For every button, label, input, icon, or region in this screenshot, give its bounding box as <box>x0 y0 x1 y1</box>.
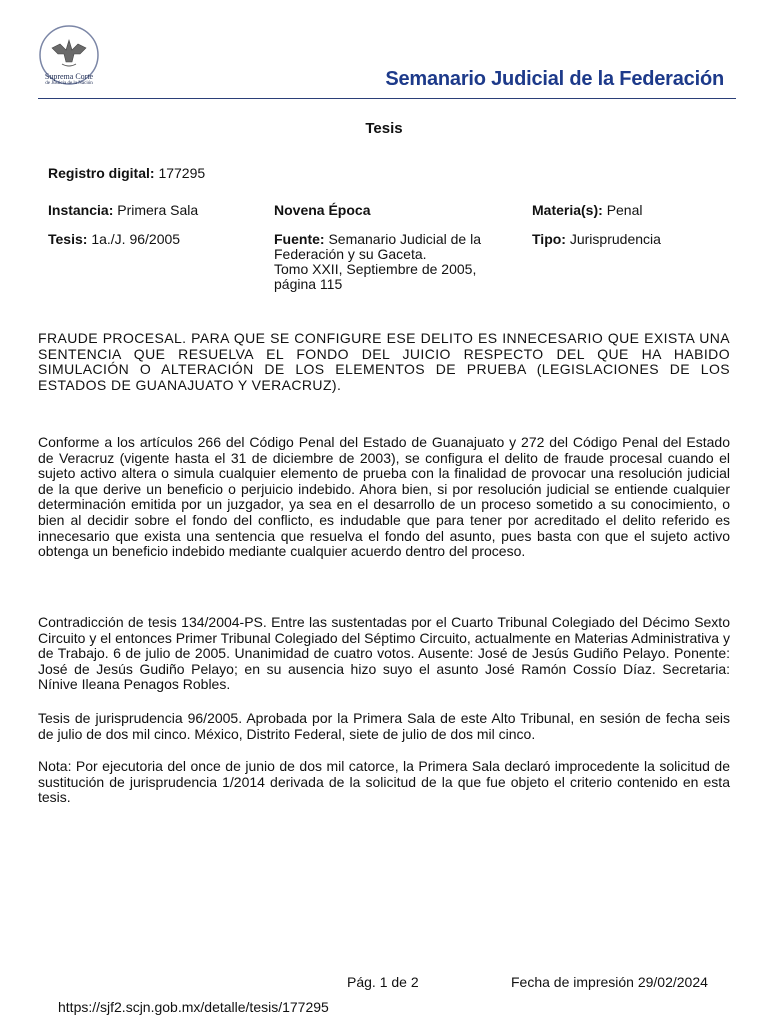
logo-line-1: Suprema Corte <box>44 72 94 81</box>
fuente-line-1: Semanario Judicial de la <box>328 231 481 247</box>
fuente-label: Fuente: <box>274 231 325 247</box>
fuente-line-2: Federación y su Gaceta. <box>274 246 427 262</box>
instancia-value: Primera Sala <box>117 202 199 218</box>
materia-label: Materia(s): <box>532 202 603 218</box>
tesis-label: Tesis: <box>48 231 88 247</box>
document-title: Tesis <box>365 120 403 137</box>
thesis-heading: FRAUDE PROCESAL. PARA QUE SE CONFIGURE ESE DELITO ES INNECESARIO QUE EXISTA UNA SENTENCIA QUE RESUELVA EL FONDO DEL JUICIO RESPECTO DEL QUE HA HABIDO SIMULACIÓN O ALTERACIÓN DE LOS ELEMENTOS DE PRUEBA (LEGISLACIONES DE LOS ESTADOS DE GUANAJUATO Y VERACRUZ). <box>38 330 730 393</box>
registro-label: Registro digital: <box>48 165 155 181</box>
instancia-label: Instancia: <box>48 202 114 218</box>
source-url[interactable]: https://sjf2.scjn.gob.mx/detalle/tesis/177295 <box>58 999 329 1015</box>
tipo-value: Jurisprudencia <box>569 231 661 247</box>
instancia <box>48 203 198 218</box>
approval-paragraph: Tesis de jurisprudencia 96/2005. Aprobada por la Primera Sala de este Alto Tribunal, en sesión de fecha seis de julio de dos mil cinco. México, Distrito Federal, siete de julio de dos mil cinco. <box>38 710 730 742</box>
tesis-value: 1a./J. 96/2005 <box>91 231 181 247</box>
note-paragraph: Nota: Por ejecutoria del once de junio de dos mil catorce, la Primera Sala declaró improcedente la solicitud de sustitución de jurisprudencia 1/2014 derivada de la solicitud de la que fue objeto el criterio contenido en esta tesis. <box>38 758 730 806</box>
registro-digital <box>48 166 205 181</box>
materia <box>532 203 643 218</box>
tipo-label: Tipo: <box>532 231 566 247</box>
epoca <box>274 203 514 218</box>
fuente-line-4: página 115 <box>274 276 343 292</box>
epoca-value: Novena Época <box>274 202 371 218</box>
thesis-body: Conforme a los artículos 266 del Código Penal del Estado de Guanajuato y 272 del Código Penal del Estado de Veracruz (vigente hasta el 31 de diciembre de 2003), se configura el delito de fraude procesal cuando el sujeto activo altera o simula cualquier elemento de prueba con la finalidad de provocar una resolución judicial de la que derive un beneficio o perjuicio indebido. Ahora bien, si por resolución judicial se entiende cualquier determinación emitida por un juzgador, ya sea en el desarrollo de un proceso sometido a su conocimiento, o bien al decidir sobre el fondo del conflicto, es indudable que para tener por acreditado el delito referido es innecesario que exista una sentencia que resuelva el fondo del asunto, pues basta con que el sujeto activo obtenga un beneficio indebido mediante cualquier acuerdo dentro del proceso. <box>38 434 730 560</box>
fuente-line-3: Tomo XXII, Septiembre de 2005, <box>274 261 477 277</box>
page-number: Pág. 1 de 2 <box>347 974 419 990</box>
precedent-paragraph: Contradicción de tesis 134/2004-PS. Entre las sustentadas por el Cuarto Tribunal Colegiado del Décimo Sexto Circuito y el entonces Primer Tribunal Colegiado del Séptimo Circuito, actualmente en Materias Administrativa y de Trabajo. 6 de julio de 2005. Unanimidad de cuatro votos. Ausente: José de Jesús Gudiño Pelayo. Ponente: José de Jesús Gudiño Pelayo; en su ausencia hizo suyo el asunto José Ramón Cossío Díaz. Secretaria: Nínive Ileana Penagos Robles. <box>38 614 730 693</box>
materia-value: Penal <box>606 202 643 218</box>
registro-value: 177295 <box>158 165 206 181</box>
header-divider <box>38 98 736 99</box>
logo-line-2: de Justicia de la Nación <box>45 81 93 86</box>
tesis-id <box>48 232 180 247</box>
site-title: Semanario Judicial de la Federación <box>385 68 724 90</box>
logo-caption <box>30 72 108 87</box>
print-date: Fecha de impresión 29/02/2024 <box>511 974 708 990</box>
tipo <box>532 232 661 247</box>
fuente <box>274 232 514 292</box>
